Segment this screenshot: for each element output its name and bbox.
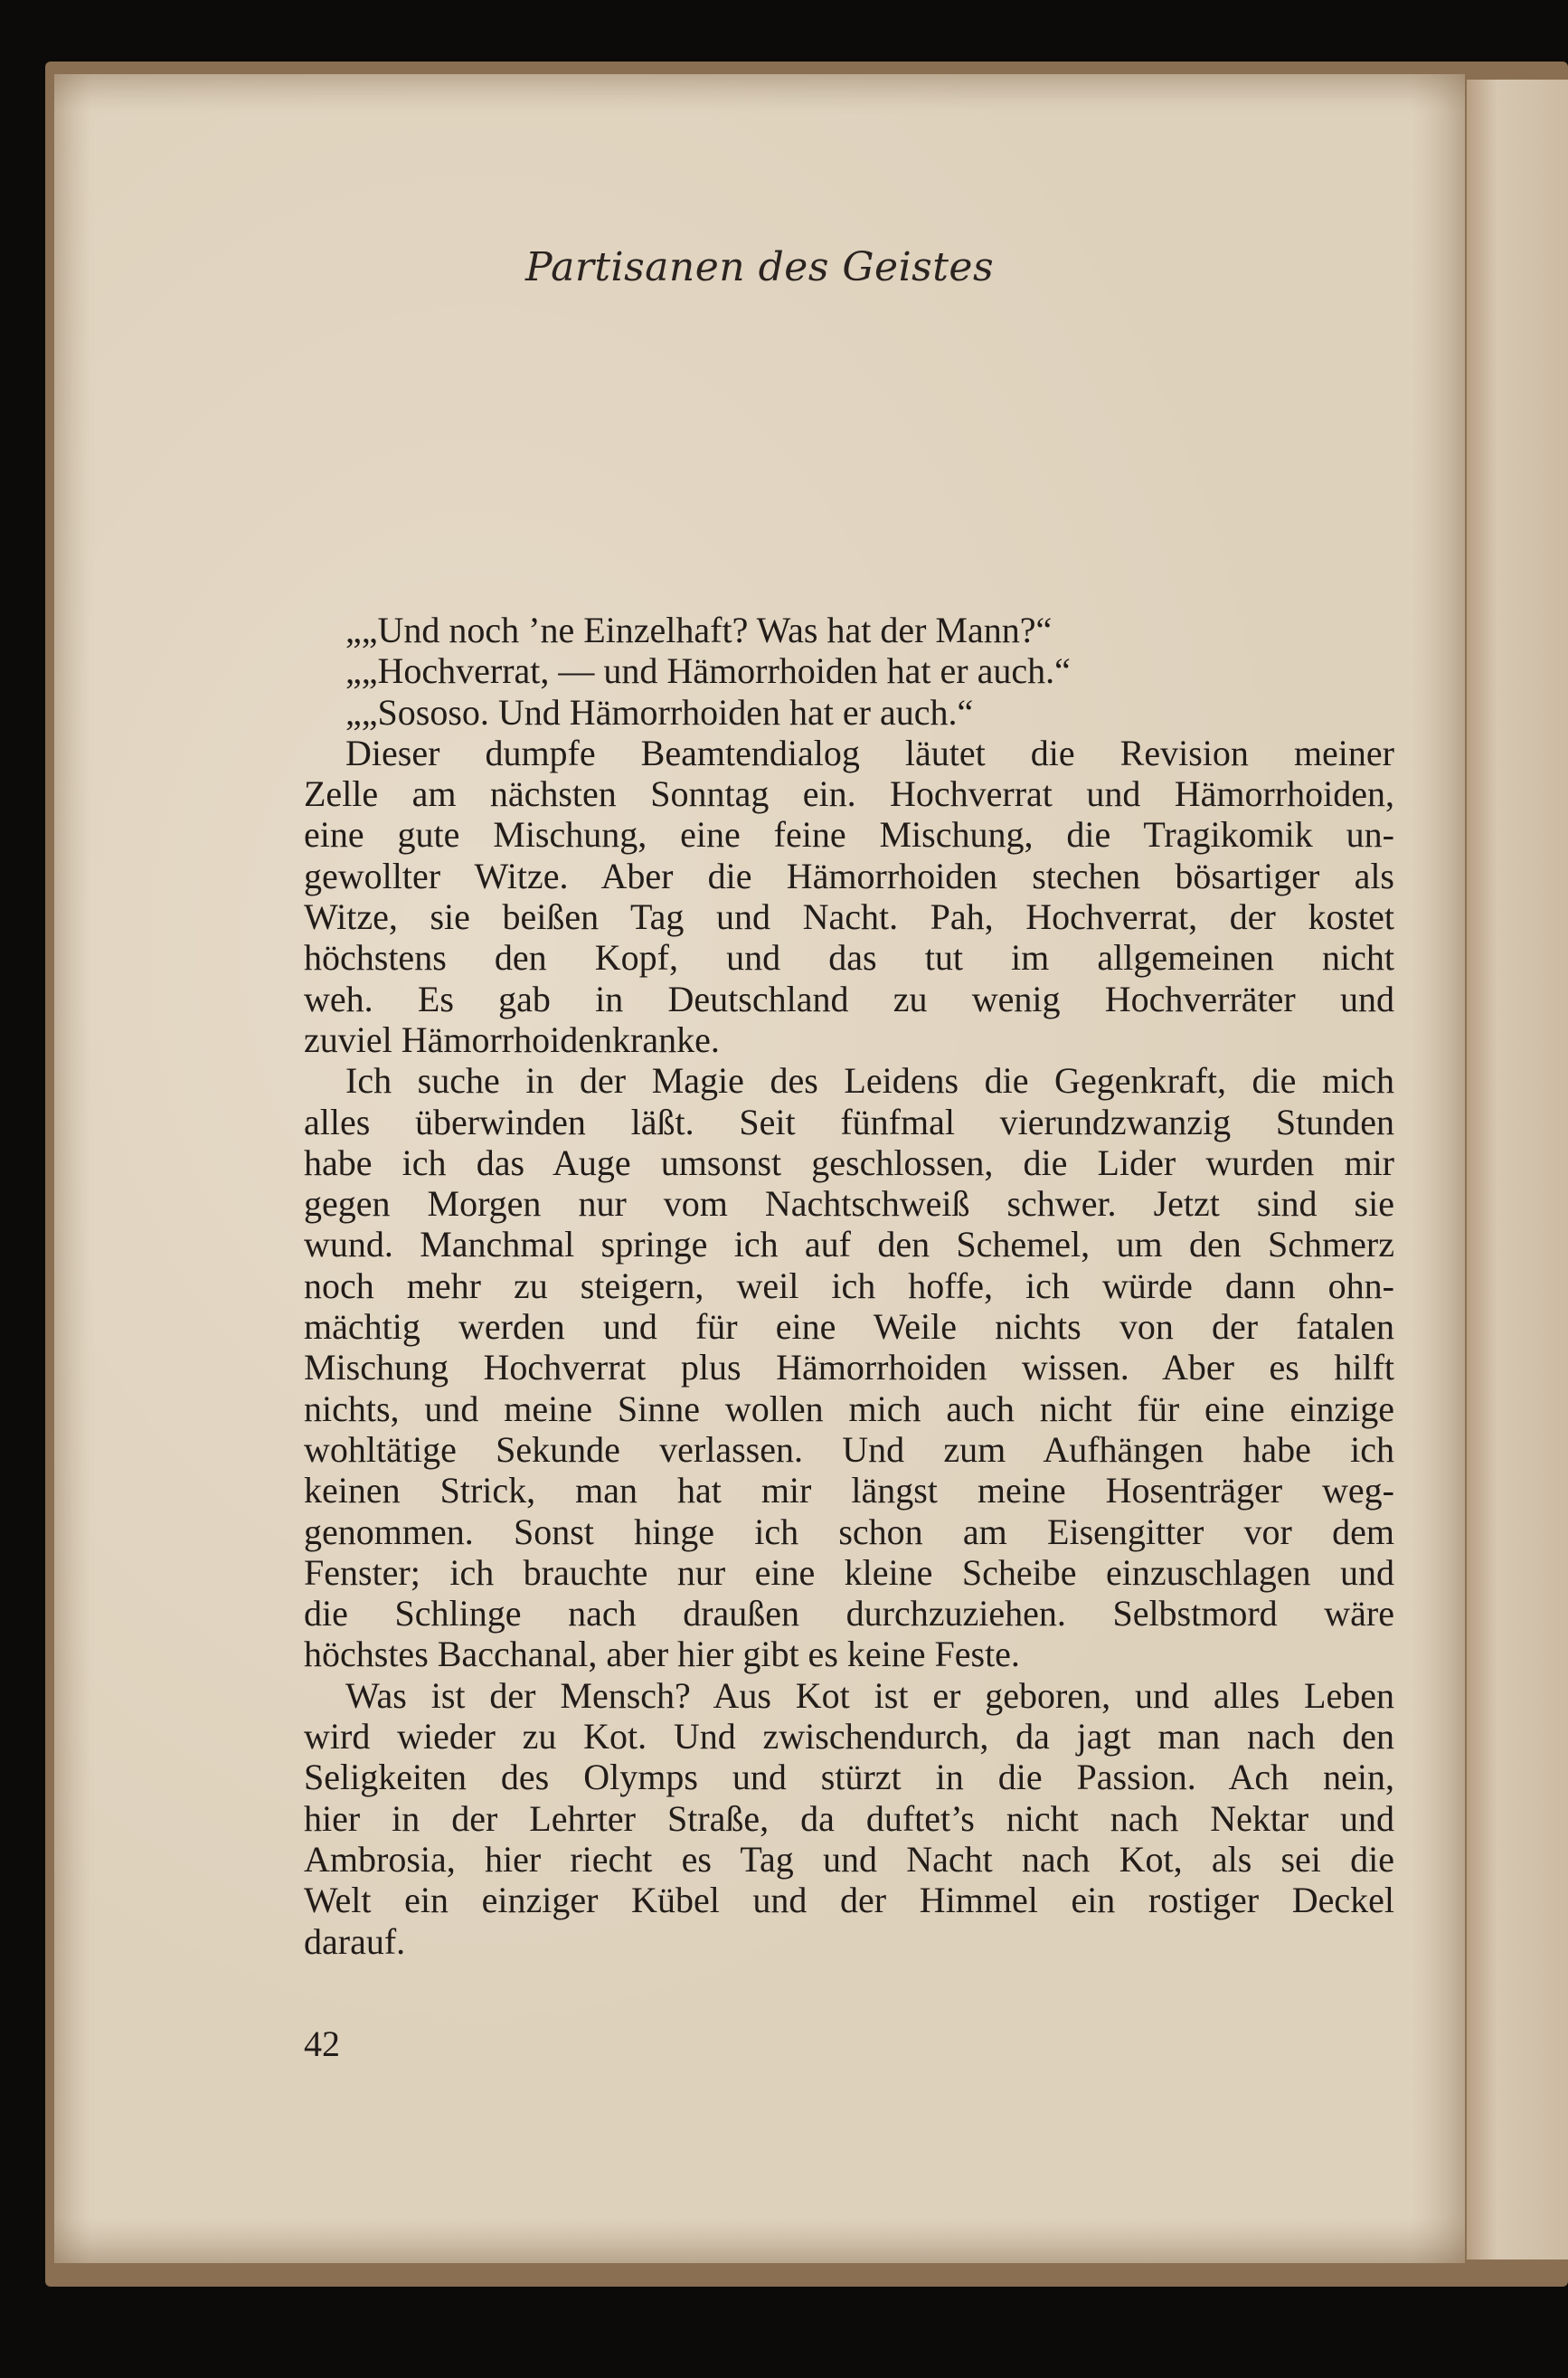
text-line: Ich suche in der Magie des Leidens die Gegenkraft, die mich — [345, 1060, 1394, 1102]
text-line: „„Und noch ’ne Einzelhaft? Was hat der Mann?“ — [345, 610, 1053, 650]
text-line: wird wieder zu Kot. Und zwischendurch, da jagt man nach den — [304, 1716, 1394, 1757]
text-line: genommen. Sonst hinge ich schon am Eisengitter vor dem — [304, 1511, 1394, 1552]
text-line: wohltätige Sekunde verlassen. Und zum Aufhängen habe ich — [304, 1428, 1394, 1470]
text-line: „„Hochverrat, — und Hämorrhoiden hat er auch.“ — [345, 650, 1071, 692]
text-line: Zelle am nächsten Sonntag ein. Hochverrat und Hämorrhoiden, — [304, 773, 1394, 815]
running-title: Partisanen des Geistes — [524, 244, 995, 290]
text-line: höchstes Bacchanal, aber hier gibt es keine Feste. — [304, 1634, 1020, 1675]
text-line: darauf. — [304, 1920, 406, 1962]
text-line: höchstens den Kopf, und das tut im allgemeinen nicht — [304, 937, 1394, 979]
text-line: Was ist der Mensch? Aus Kot ist er geboren, und alles Leben — [345, 1674, 1394, 1716]
page-number: 42 — [304, 2023, 340, 2064]
text-line: nichts, und meine Sinne wollen mich auch nicht für eine einzige — [304, 1388, 1394, 1429]
text-line: Seligkeiten des Olymps und stürzt in die Passion. Ach nein, — [304, 1757, 1394, 1798]
text-line: gegen Morgen nur vom Nachtschweiß schwer. Jetzt sind sie — [304, 1183, 1394, 1225]
text-line: keinen Strick, man hat mir längst meine Hosenträger weg- — [304, 1470, 1394, 1511]
text-line: „„Sososo. Und Hämorrhoiden hat er auch.“ — [345, 691, 974, 733]
text-line: Witze, sie beißen Tag und Nacht. Pah, Hochverrat, der kostet — [304, 896, 1394, 938]
text-line: Welt ein einziger Kübel und der Himmel ein rostiger Deckel — [304, 1880, 1394, 1921]
text-line: Mischung Hochverrat plus Hämorrhoiden wissen. Aber es hilft — [304, 1347, 1394, 1388]
text-line: Ambrosia, hier riecht es Tag und Nacht nach Kot, als sei die — [304, 1838, 1394, 1880]
book-page — [54, 74, 1465, 2263]
text-line: hier in der Lehrter Straße, da duftet’s nicht nach Nektar und — [304, 1797, 1394, 1839]
text-line: mächtig werden und für eine Weile nichts von der fatalen — [304, 1306, 1394, 1348]
text-line: Fenster; ich brauchte nur eine kleine Scheibe einzuschlagen und — [304, 1551, 1394, 1593]
text-line: eine gute Mischung, eine feine Mischung, die Tragikomik un- — [304, 814, 1394, 856]
adjacent-page-edge — [1467, 80, 1568, 2260]
text-line: weh. Es gab in Deutschland zu wenig Hochverräter und — [304, 978, 1394, 1019]
text-line: die Schlinge nach draußen durchzuziehen. Selbstmord wäre — [304, 1593, 1394, 1634]
text-line: Dieser dumpfe Beamtendialog läutet die Revision meiner — [345, 732, 1394, 773]
text-line: noch mehr zu steigern, weil ich hoffe, ich würde dann ohn- — [304, 1265, 1394, 1306]
text-line: gewollter Witze. Aber die Hämorrhoiden stechen bösartiger als — [304, 855, 1394, 896]
text-line: alles überwinden läßt. Seit fünfmal vierundzwanzig Stunden — [304, 1101, 1394, 1142]
text-line: habe ich das Auge umsonst geschlossen, die Lider wurden mir — [304, 1142, 1394, 1183]
body-text — [304, 610, 1394, 1962]
text-line: wund. Manchmal springe ich auf den Schemel, um den Schmerz — [304, 1224, 1394, 1265]
text-line: zuviel Hämorrhoidenkranke. — [304, 1018, 720, 1060]
